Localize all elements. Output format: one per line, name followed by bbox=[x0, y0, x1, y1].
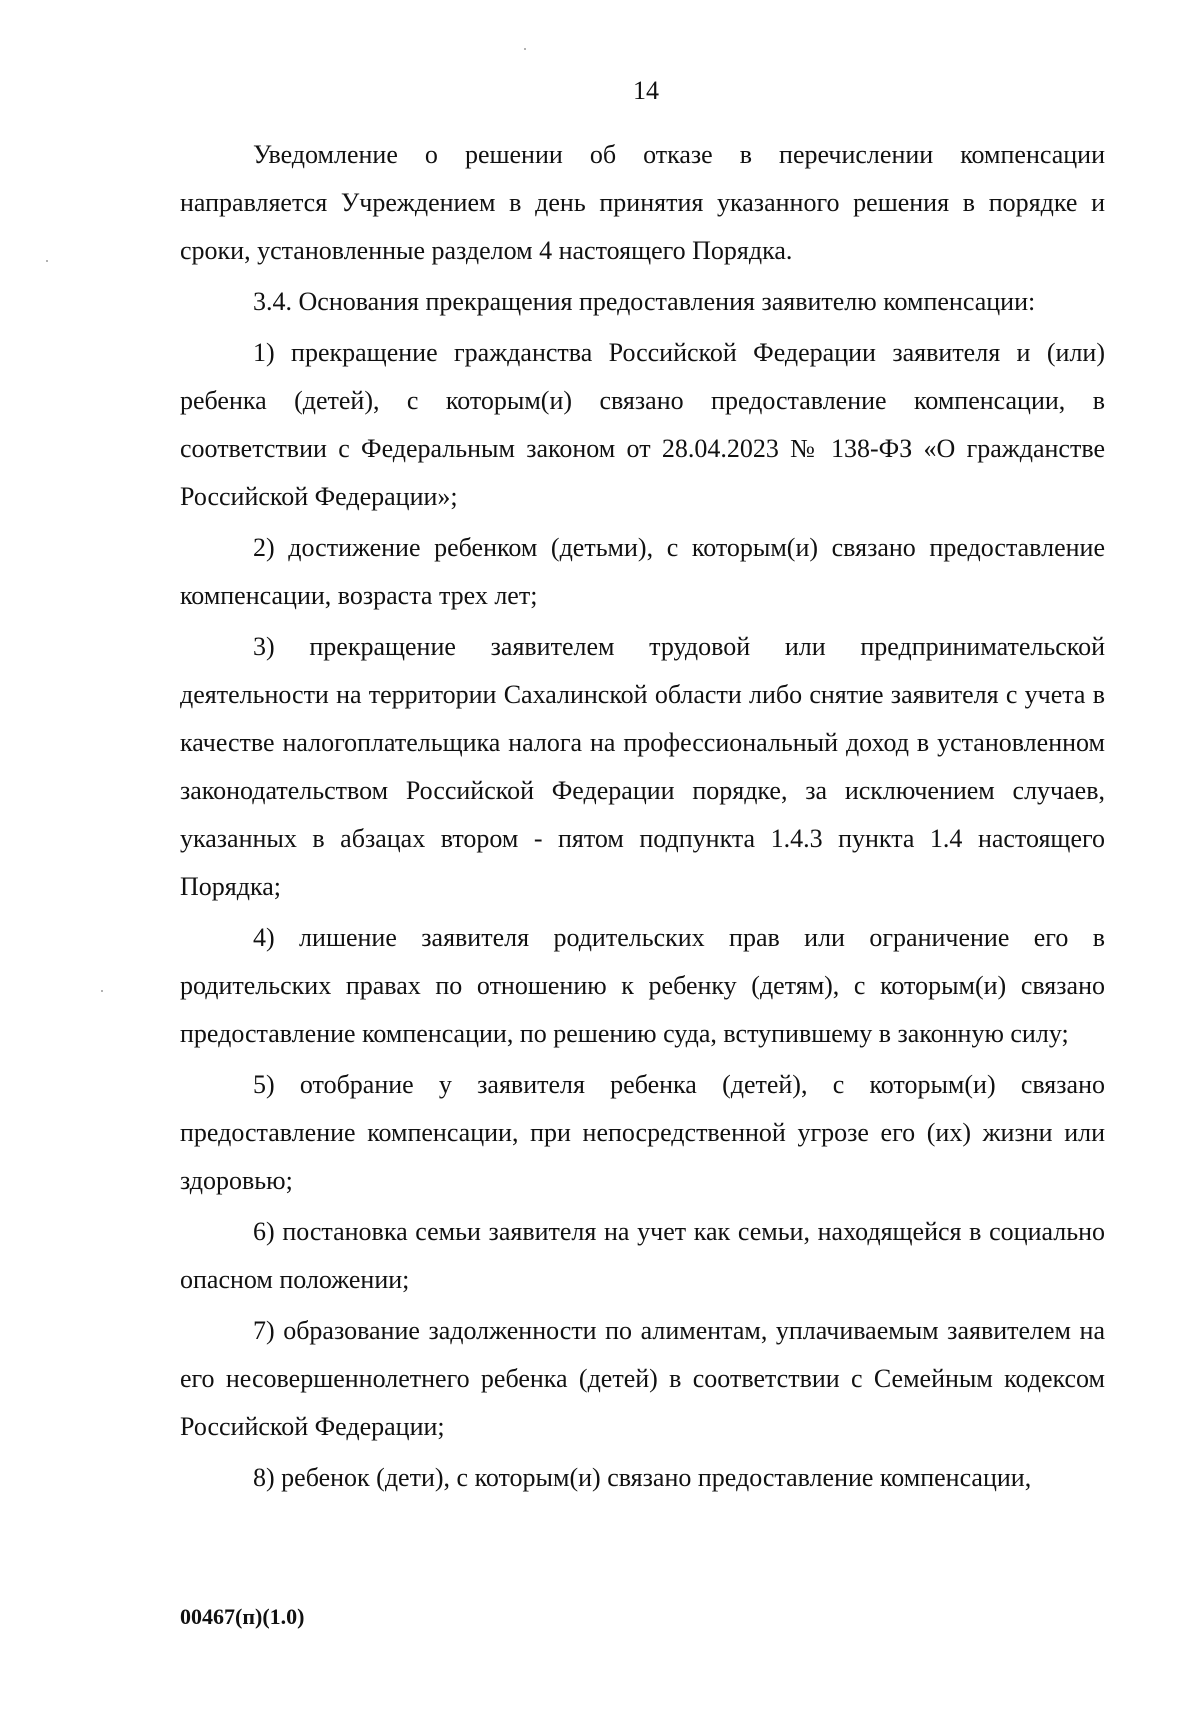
list-item-2: 2) достижение ребенком (детьми), с которым(и) связано предоставление компенсации, возраста трех лет; bbox=[180, 533, 1105, 610]
list-item-4: 4) лишение заявителя родительских прав или ограничение его в родительских правах по отношению к ребенку (детям), с которым(и) связано предоставление компенсации, по решению суда, вступившему в законную силу; bbox=[180, 923, 1105, 1048]
list-item-7: 7) образование задолженности по алиментам, уплачиваемым заявителем на его несовершеннолетнего ребенка (детей) в соответствии с Семейным кодексом Российской Федерации; bbox=[180, 1316, 1105, 1441]
list-item-5: 5) отобрание у заявителя ребенка (детей), с которым(и) связано предоставление компенсации, при непосредственной угрозе его (их) жизни или здоровью; bbox=[180, 1070, 1105, 1195]
scan-speck bbox=[101, 990, 103, 992]
list-item-6: 6) постановка семьи заявителя на учет как семьи, находящейся в социально опасном положении; bbox=[180, 1217, 1105, 1294]
list-item-1: 1) прекращение гражданства Российской Федерации заявителя и (или) ребенка (детей), с которым(и) связано предоставление компенсации, в соответствии с Федеральным законом от 28.04.2023 № 138-ФЗ «О гражданстве Российской Федерации»; bbox=[180, 338, 1105, 511]
paragraph-section-3-4-heading: 3.4. Основания прекращения предоставления заявителю компенсации: bbox=[253, 287, 1036, 316]
list-item-3: 3) прекращение заявителем трудовой или предпринимательской деятельности на территории Сахалинской области либо снятие заявителя с учета в качестве налогоплательщика налога на профессиональный доход в установленном законодательством Российской Федерации порядке, за исключением случаев, указанных в абзацах втором - пятом подпункта 1.4.3 пункта 1.4 настоящего Порядка; bbox=[180, 632, 1105, 901]
paragraph-refusal-notice: Уведомление о решении об отказе в перечислении компенсации направляется Учреждением в день принятия указанного решения в порядке и сроки, установленные разделом 4 настоящего Порядка. bbox=[180, 140, 1105, 265]
list-item-8: 8) ребенок (дети), с которым(и) связано предоставление компенсации, bbox=[253, 1463, 1032, 1492]
scan-speck bbox=[46, 260, 48, 262]
page-number: 14 bbox=[633, 76, 659, 105]
document-body bbox=[180, 131, 1105, 1505]
document-code: 00467(п)(1.0) bbox=[180, 1604, 305, 1629]
scan-speck bbox=[524, 48, 526, 50]
